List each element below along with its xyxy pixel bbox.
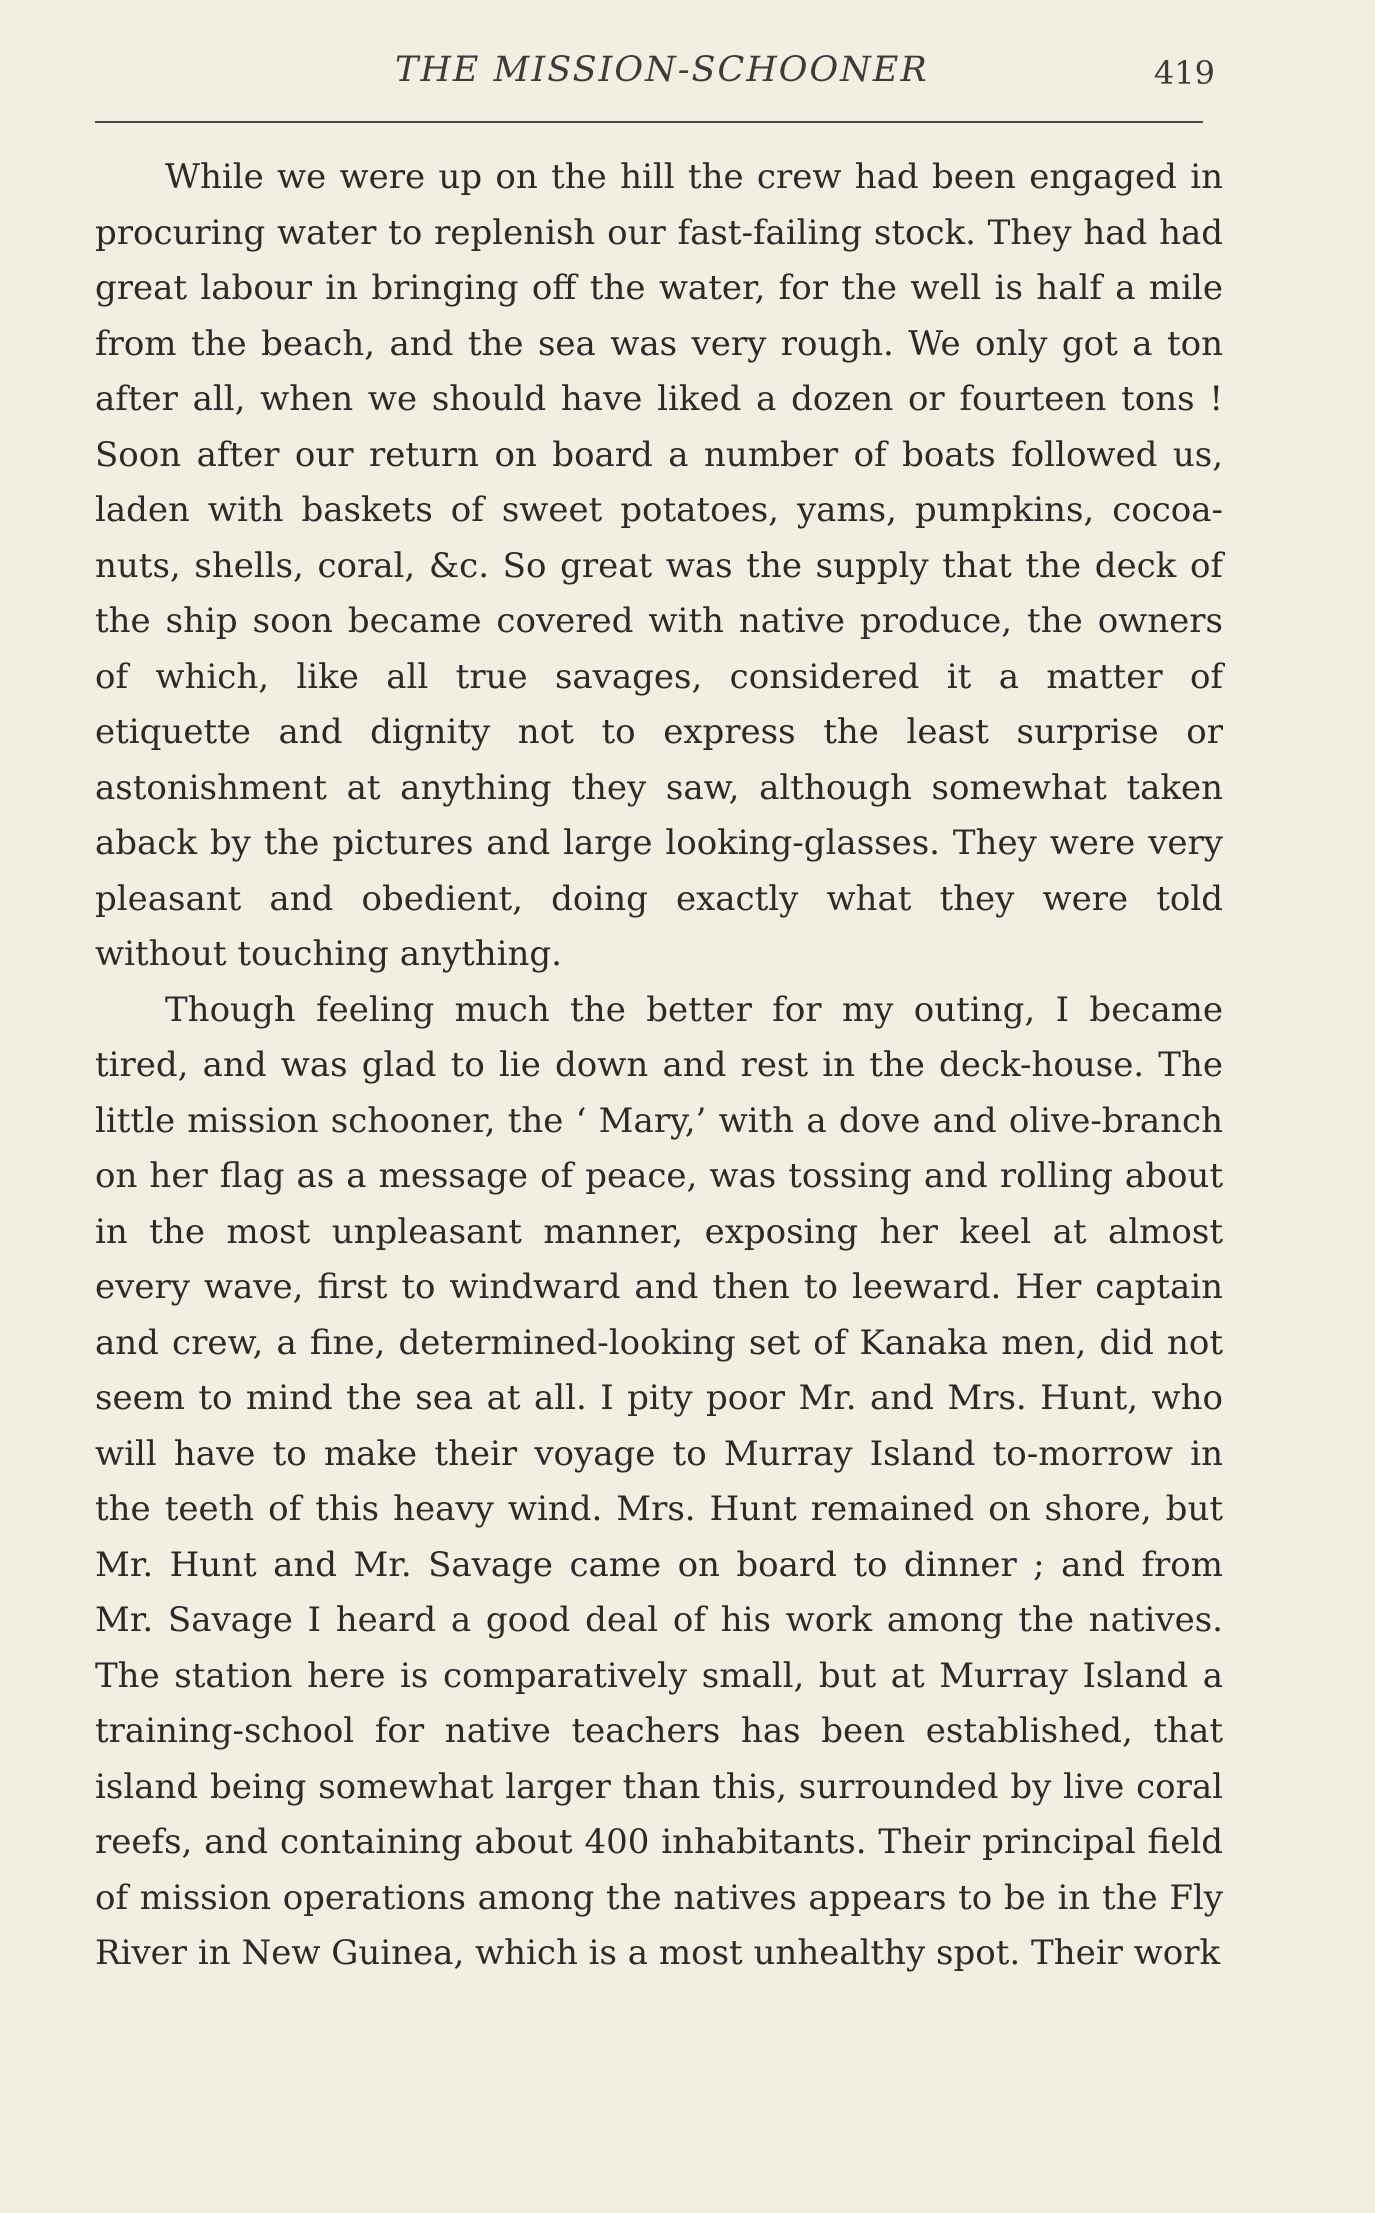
running-head (95, 44, 1225, 100)
page-number: 419 (1153, 54, 1215, 92)
body-text (95, 150, 1223, 1982)
running-title: THE MISSION-SCHOONER (395, 50, 929, 90)
header-rule (95, 121, 1203, 123)
paragraph-2: Though feeling much the better for my outing, I became tired, and was glad to lie down and rest in the deck-house. The little mission schooner, the ‘ Mary,’ with a dove and olive-branch on her flag as a message of peace, was tossing and rolling about in the most unpleasant manner, exposing her keel at almost every wave, first to windward and then to leeward. Her captain and crew, a fine, determined-looking set of Kanaka men, did not seem to mind the sea at all. I pity poor Mr. and Mrs. Hunt, who will have to make their voyage to Murray Island to-morrow in the teeth of this heavy wind. Mrs. Hunt remained on shore, but Mr. Hunt and Mr. Savage came on board to dinner ; and from Mr. Savage I heard a good deal of his work among the natives. The station here is comparatively small, but at Murray Island a training-school for native teachers has been established, that island being somewhat larger than this, surrounded by live coral reefs, and containing about 400 inhabitants. Their principal field of mission operations among the natives appears to be in the Fly River in New Guinea, which is a most unhealthy spot. Their work (95, 989, 1223, 1973)
paragraph-1: While we were up on the hill the crew had been engaged in procuring water to replenish our fast-failing stock. They had had great labour in bringing off the water, for the well is half a mile from the beach, and the sea was very rough. We only got a ton after all, when we should have liked a dozen or fourteen tons ! Soon after our return on board a number of boats followed us, laden with baskets of sweet potatoes, yams, pumpkins, cocoa-nuts, shells, coral, &c. So great was the supply that the deck of the ship soon became covered with native produce, the owners of which, like all true savages, considered it a matter of etiquette and dignity not to express the least surprise or astonishment at anything they saw, although somewhat taken aback by the pictures and large looking-glasses. They were very pleasant and obedient, doing exactly what they were told without touching anything. (95, 157, 1223, 974)
